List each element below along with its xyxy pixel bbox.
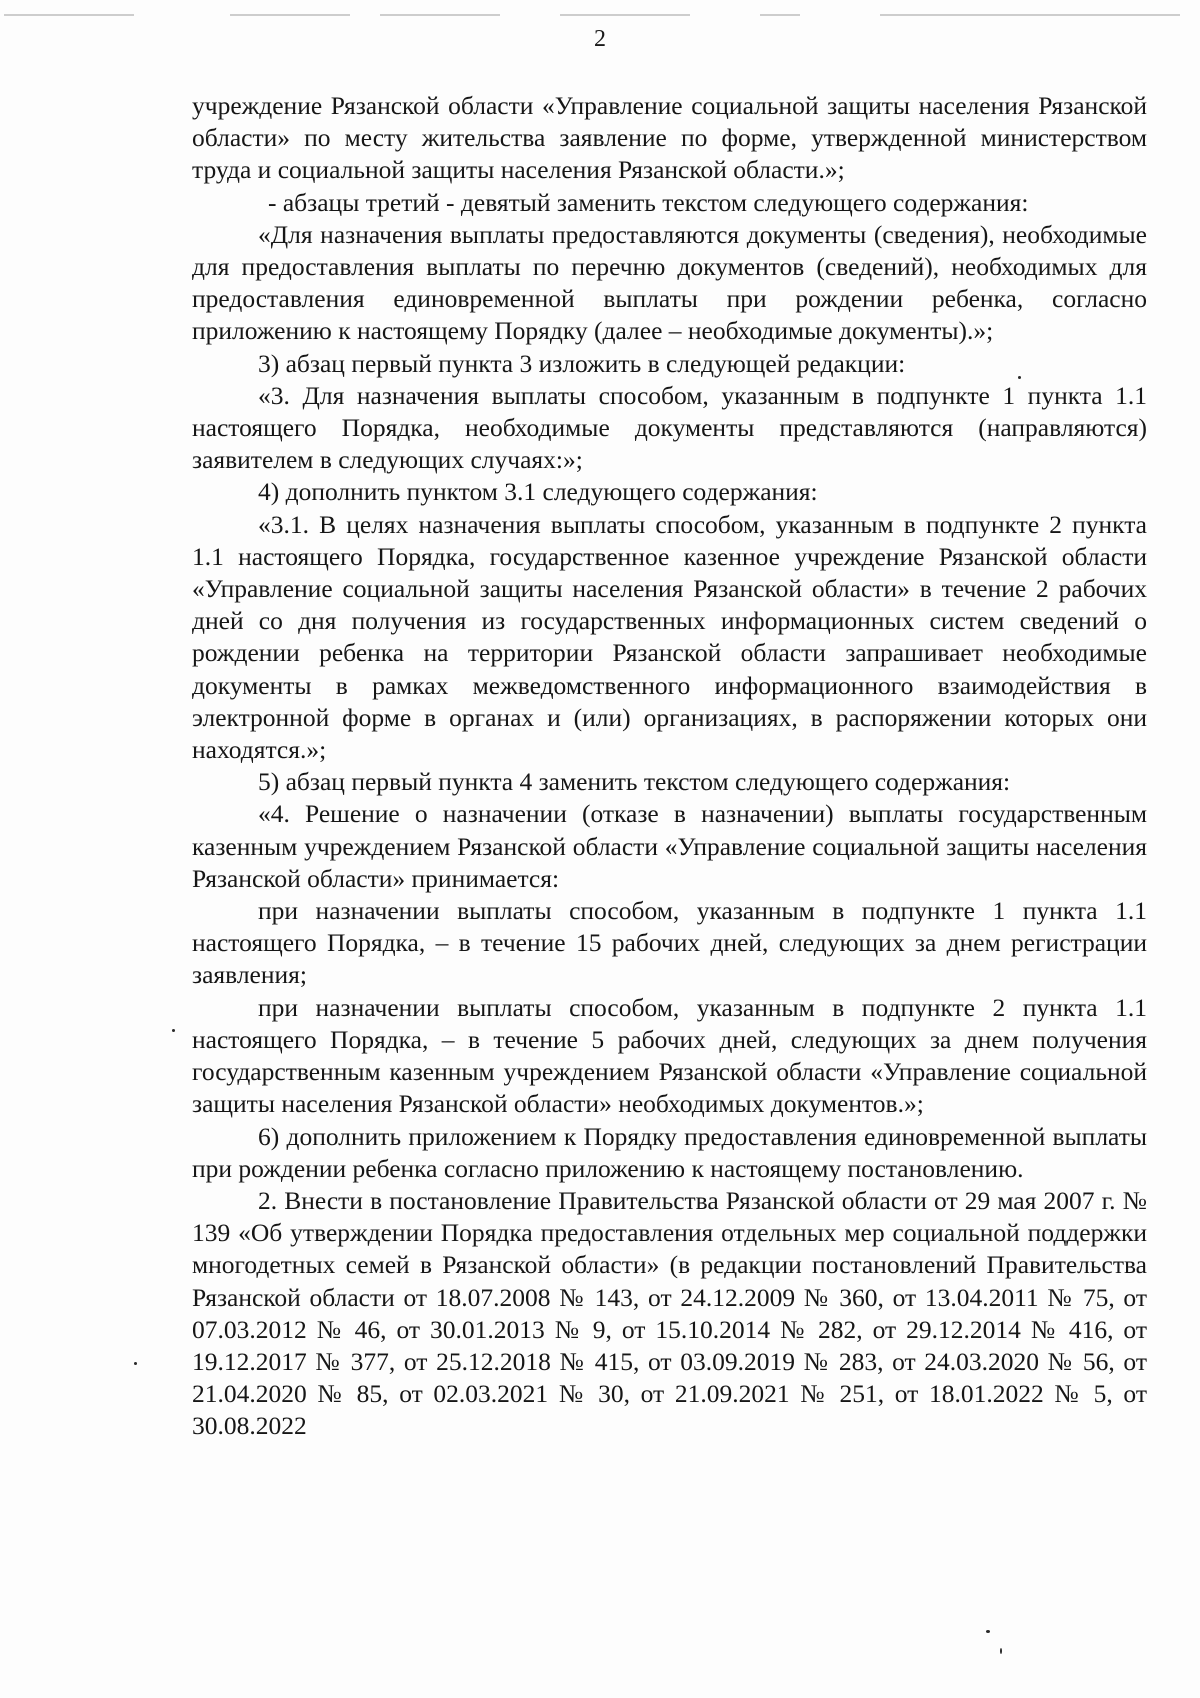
scan-speck <box>172 1029 175 1032</box>
paragraph-3: «Для назначения выплаты предоставляются документы (сведения), необходимые для предоставления выплаты по перечню документов (сведений), необходимых для предоставления единовременной выплаты при рождении ребенка, согласно приложению к настоящему Порядку (далее – необходимые документы).»; <box>192 219 1147 346</box>
paragraph-1: учреждение Рязанской области «Управление социальной защиты населения Рязанской области» по месту жительства заявление по форме, утвержденной министерством труда и социальной защиты населения Рязанской области.»; <box>192 91 1147 185</box>
document-body <box>192 90 1147 1443</box>
scan-speck <box>134 1362 137 1365</box>
paragraph-12: 6) дополнить приложением к Порядку предоставления единовременной выплаты при рождении ребенка согласно приложению к настоящему постановлению. <box>192 1121 1147 1183</box>
paragraph-10: при назначении выплаты способом, указанным в подпункте 1 пункта 1.1 настоящего Порядка, – в течение 15 рабочих дней, следующих за днем регистрации заявления; <box>192 896 1147 990</box>
paragraph-11: при назначении выплаты способом, указанным в подпункте 2 пункта 1.1 настоящего Порядка, – в течение 5 рабочих дней, следующих за днем получения государственным казенным учреждением Рязанской области «Управление социальной защиты населения Рязанской области» необходимых документов.»; <box>192 992 1147 1119</box>
scan-speck <box>1018 376 1021 379</box>
paragraph-8: 5) абзац первый пункта 4 заменить текстом следующего содержания: <box>258 767 1011 797</box>
page-number: 2 <box>594 26 606 52</box>
paragraph-13: 2. Внести в постановление Правительства Рязанской области от 29 мая 2007 г. № 139 «Об утверждении Порядка предоставления отдельных мер социальной поддержки многодетных семей в Рязанской области» (в редакции постановлений Правительства Рязанской области от 18.07.2008 № 143, от 24.12.2009 № 360, от 13.04.2011 № 75, от 07.03.2012 № 46, от 30.01.2013 № 9, от 15.10.2014 № 282, от 29.12.2014 № 416, от 19.12.2017 № 377, от 25.12.2018 № 415, от 03.09.2019 № 283, от 24.03.2020 № 56, от 21.04.2020 № 85, от 02.03.2021 № 30, от 21.09.2021 № 251, от 18.01.2022 № 5, от 30.08.2022 <box>192 1185 1147 1441</box>
scan-speck <box>1000 1648 1002 1654</box>
scan-speck <box>986 1630 990 1633</box>
paragraph-7: «3.1. В целях назначения выплаты способом, указанным в подпункте 2 пункта 1.1 настоящего Порядка, государственное казенное учреждение Рязанской области «Управление социальной защиты населения Рязанской области» в течение 2 рабочих дней со дня получения из государственных информационных систем сведений о рождении ребенка на территории Рязанской области запрашивает необходимые документы в рамках межведомственного информационного взаимодействия в электронной форме в органах и (или) организациях, в распоряжении которых они находятся.»; <box>192 509 1147 765</box>
paragraph-2: - абзацы третий - девятый заменить текстом следующего содержания: <box>268 187 1029 217</box>
paragraph-6: 4) дополнить пунктом 3.1 следующего содержания: <box>258 477 818 507</box>
scan-edge-artifact <box>0 10 1200 20</box>
paragraph-5: «3. Для назначения выплаты способом, указанным в подпункте 1 пункта 1.1 настоящего Порядка, необходимые документы представляются (направляются) заявителем в следующих случаях:»; <box>192 380 1147 475</box>
paragraph-9: «4. Решение о назначении (отказе в назначении) выплаты государственным казенным учреждением Рязанской области «Управление социальной защиты населения Рязанской области» принимается: <box>192 799 1147 893</box>
paragraph-4: 3) абзац первый пункта 3 изложить в следующей редакции: <box>258 348 906 378</box>
